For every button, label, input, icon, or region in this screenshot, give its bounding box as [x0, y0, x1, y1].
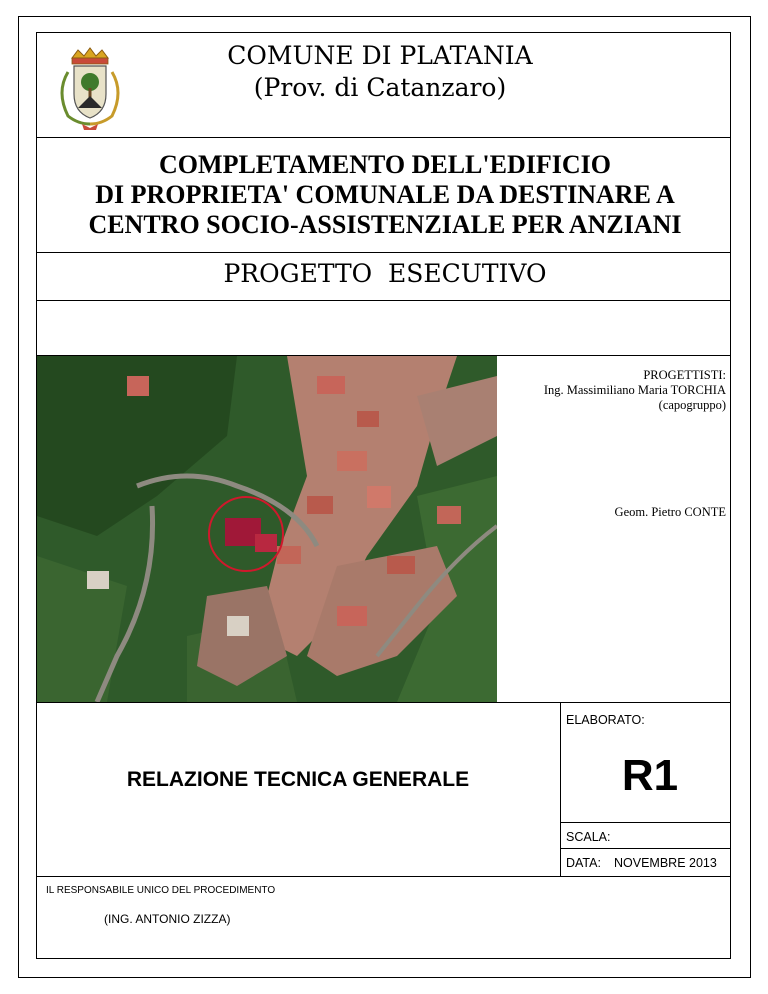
- designers-heading: PROGETTISTI:: [643, 368, 726, 382]
- project-title-line: COMPLETAMENTO DELL'EDIFICIO: [159, 150, 611, 179]
- lead-designer-role: (capogruppo): [658, 398, 726, 412]
- divider: [36, 702, 731, 703]
- designers-block: [500, 368, 726, 413]
- divider: [560, 822, 731, 823]
- divider: [560, 848, 731, 849]
- divider: [36, 300, 731, 301]
- municipality-heading: [180, 40, 580, 104]
- second-designer-name: Geom. Pietro CONTE: [614, 505, 726, 519]
- lead-designer-name: Ing. Massimiliano Maria TORCHIA: [543, 383, 726, 397]
- data-label: DATA:: [566, 856, 601, 870]
- aerial-photo: [37, 356, 497, 702]
- project-title: [40, 150, 730, 240]
- rup-name: (ING. ANTONIO ZIZZA): [104, 912, 231, 926]
- data-value: NOVEMBRE 2013: [614, 856, 717, 870]
- project-phase: PROGETTO ESECUTIVO: [223, 259, 547, 288]
- project-title-line: CENTRO SOCIO-ASSISTENZIALE PER ANZIANI: [88, 210, 682, 239]
- elaborato-label: ELABORATO:: [566, 713, 645, 727]
- divider: [36, 137, 731, 138]
- scala-label: SCALA:: [566, 830, 611, 844]
- municipality-name: COMUNE DI PLATANIA: [227, 41, 533, 70]
- province-name: (Prov. di Catanzaro): [253, 73, 507, 102]
- divider: [36, 876, 731, 877]
- divider: [36, 252, 731, 253]
- coat-of-arms-icon: [46, 44, 134, 132]
- document-title: RELAZIONE TECNICA GENERALE: [126, 768, 470, 791]
- project-title-line: DI PROPRIETA' COMUNALE DA DESTINARE A: [95, 180, 675, 209]
- rup-label: IL RESPONSABILE UNICO DEL PROCEDIMENTO: [46, 885, 276, 896]
- document-code: R1: [621, 751, 679, 800]
- divider: [560, 702, 561, 876]
